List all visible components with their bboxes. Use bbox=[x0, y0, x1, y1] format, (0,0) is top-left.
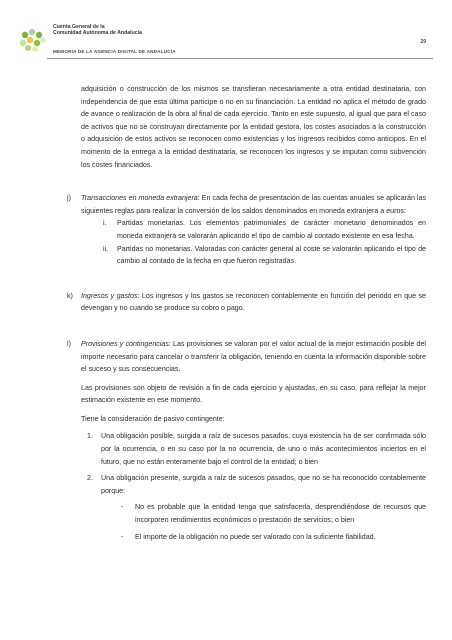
section-l-paragraph-2: Las provisiones son objeto de revisión a fin de cada ejercicio y ajustadas, en su caso, para reflejar la mejor estimación existente en ese momento. bbox=[81, 383, 426, 405]
page-number: 29 bbox=[420, 39, 426, 45]
list-item bbox=[67, 243, 426, 268]
section-l-paragraph-3: Tiene la consideración de pasivo contingente: bbox=[81, 414, 225, 423]
org-line-1: Cuenta General de la bbox=[53, 24, 105, 30]
section-l-text: : Las provisiones se valoran por el valor actual de la mejor estimación posible del importe necesario para cancelar o transferir la obligación, teniendo en cuenta la información disponible sobre el suceso y sus consecuencias. bbox=[81, 339, 426, 374]
list-item-number: 1. bbox=[87, 432, 93, 441]
document-body bbox=[67, 83, 426, 543]
dash-bullet: - bbox=[121, 503, 124, 512]
section-l-title: Provisiones y contingencias bbox=[81, 339, 169, 348]
section-k-title: Ingresos y gastos bbox=[81, 291, 138, 300]
list-item-text: Partidas monetarias. Los elementos patrimoniales de carácter monetario denominados en moneda extranjera se valorarán aplicando el tipo de cambio al contado existente en esa fecha. bbox=[117, 219, 426, 240]
section-l-label: l) bbox=[67, 339, 71, 348]
section-j bbox=[67, 192, 426, 217]
intro-paragraph: adquisición o construcción de los mismos se transfieran necesariamente a otra entidad destinataria, con independencia de que esta última participe o no en su financiación. La entidad no aplica el método de grado de avance o realización de la obra al final de cada ejercicio. Tanto en este supuesto, al igual que para el caso de activos que no se construyan directamente por la entidad gestora, los costes asociados a la construcción o adquisición de estos activos se reconocen como existencias y los ingresos recibidos como anticipos. En el momento de la entrega a la entidad destinataria, se reconocen los ingresos y se imputan como subvención los costes financiados. bbox=[81, 85, 426, 169]
list-item-number: 2. bbox=[87, 474, 93, 483]
section-j-text: : En cada fecha de presentación de las cuentas anuales se aplicarán las siguientes reglas para realizar la conversión de los saldos denominados en moneda extranjera a euros: bbox=[81, 194, 426, 215]
org-line-2: Comunidad Autónoma de Andalucía bbox=[53, 30, 142, 37]
list-item-text: Partidas no monetarias. Valoradas con carácter general al coste se valorarán aplicando el tipo de cambio al contado de la fecha en que fueron registradas. bbox=[117, 244, 426, 266]
header-divider bbox=[47, 58, 433, 59]
dash-bullet: - bbox=[121, 532, 124, 541]
section-l bbox=[67, 338, 426, 376]
list-item-number: i. bbox=[103, 219, 107, 228]
section-k-label: k) bbox=[67, 291, 73, 300]
junta-andalucia-logo bbox=[19, 27, 47, 53]
list-item-number: ii. bbox=[103, 244, 109, 253]
page-header bbox=[19, 22, 433, 64]
sub-list-item-text: El importe de la obligación no puede ser valorado con la suficiente fiabilidad. bbox=[135, 532, 376, 541]
memoria-title: MEMORIA DE LA AGENCIA DIGITAL DE ANDALUCÍA bbox=[53, 49, 176, 54]
list-item bbox=[67, 430, 426, 468]
list-item-text: Una obligación posible, surgida a raíz de sucesos pasados, cuya existencia ha de ser confirmada sólo por la ocurrencia, o en su caso por la no ocurrencia, de uno o más acontecimientos inciertos en el futuro, que no están enteramente bajo el control de la entidad; o bien bbox=[101, 432, 426, 466]
list-item bbox=[67, 217, 426, 242]
sub-list-item-text: No es probable que la entidad tenga que satisfacerla, desprendiéndose de recursos que incorporen rendimientos económicos o prestación de servicios; o bien bbox=[135, 503, 426, 525]
list-item bbox=[67, 472, 426, 497]
list-item-text: Una obligación presente, surgida a raíz de sucesos pasados, que no se ha reconocido contablemente porque: bbox=[101, 474, 426, 495]
section-j-title: Transacciones en moneda extranjera bbox=[81, 194, 198, 203]
sub-list-item bbox=[67, 501, 426, 526]
sub-list-item bbox=[67, 531, 426, 544]
section-k-text: : Los ingresos y los gastos se reconocen contablemente en función del periodo en que se devengan y no cuando se produce su cobro o pago. bbox=[81, 291, 426, 313]
organization-name bbox=[53, 24, 142, 36]
section-j-label: j) bbox=[67, 194, 71, 203]
section-k bbox=[67, 290, 426, 315]
